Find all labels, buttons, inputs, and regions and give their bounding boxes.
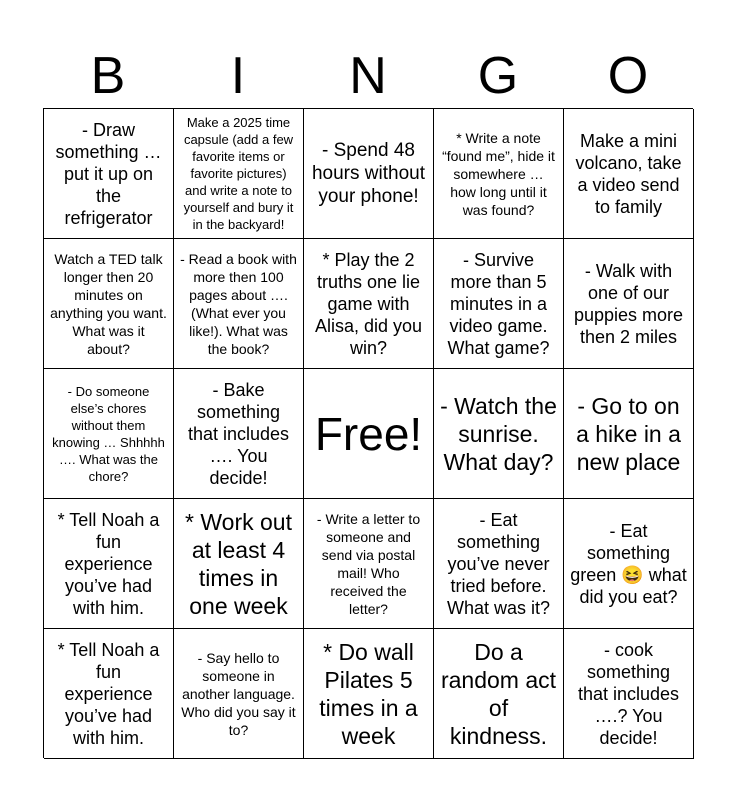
bingo-cell[interactable]: [304, 629, 434, 759]
bingo-cell[interactable]: [174, 109, 304, 239]
bingo-cell[interactable]: [564, 239, 694, 369]
bingo-header: [43, 48, 693, 104]
header-letter-i: I: [230, 47, 246, 105]
cell-text: * Tell Noah a fun experience you’ve had with him.: [57, 509, 160, 618]
cell-text: Make a 2025 time capsule (add a few favorite items or favorite pictures) and write a note to yourself and bury it in the backyard!: [183, 115, 294, 232]
bingo-cell[interactable]: [174, 239, 304, 369]
cell-text: * Do wall Pilates 5 times in a week: [319, 638, 418, 749]
bingo-cell[interactable]: [304, 109, 434, 239]
cell-text: - cook something that includes ….? You decide!: [577, 639, 680, 748]
cell-text: - Spend 48 hours without your phone!: [311, 140, 425, 207]
cell-text: * Tell Noah a fun experience you’ve had with him.: [57, 639, 160, 748]
bingo-cell[interactable]: [174, 499, 304, 629]
header-letter-b: B: [90, 47, 126, 105]
bingo-cell[interactable]: [434, 499, 564, 629]
bingo-cell[interactable]: [564, 499, 694, 629]
cell-text: Watch a TED talk longer then 20 minutes on anything you want. What was it about?: [50, 250, 167, 357]
cell-text: - Write a letter to someone and send via postal mail! Who received the letter?: [316, 510, 421, 617]
cell-text: - Draw something … put it up on the refrigerator: [55, 119, 162, 228]
free-space-cell[interactable]: [304, 369, 434, 499]
bingo-cell[interactable]: [44, 499, 174, 629]
cell-text: - Go to on a hike in a new place: [576, 392, 681, 475]
bingo-cell[interactable]: [564, 629, 694, 759]
bingo-cell[interactable]: [434, 239, 564, 369]
cell-text: - Eat something you’ve never tried before. What was it?: [446, 509, 551, 618]
bingo-board: [43, 108, 693, 758]
cell-text: - Survive more than 5 minutes in a video game. What game?: [447, 249, 550, 358]
cell-text: * Write a note “found me”, hide it somewhere … how long until it was found?: [442, 129, 555, 218]
header-letter-g: G: [477, 47, 519, 105]
cell-text: * Play the 2 truths one lie game with Alisa, did you win?: [314, 249, 423, 358]
cell-text: - Read a book with more then 100 pages about …. (What ever you like!). What was the book?: [180, 250, 297, 357]
bingo-cell[interactable]: [44, 369, 174, 499]
cell-text: - Do someone else’s chores without them knowing … Shhhhh …. What was the chore?: [52, 383, 165, 484]
cell-text: Make a mini volcano, take a video send to family: [575, 130, 682, 217]
cell-text: - Eat something green 😆 what did you eat?: [570, 520, 687, 607]
bingo-cell[interactable]: [564, 109, 694, 239]
cell-text: - Bake something that includes …. You decide!: [187, 379, 290, 488]
free-space-text: Free!: [314, 407, 423, 460]
bingo-cell[interactable]: [434, 109, 564, 239]
bingo-cell[interactable]: [44, 239, 174, 369]
bingo-cell[interactable]: [434, 629, 564, 759]
bingo-cell[interactable]: [174, 629, 304, 759]
cell-text: * Work out at least 4 times in one week: [185, 508, 292, 619]
bingo-cell[interactable]: [564, 369, 694, 499]
bingo-cell[interactable]: [44, 109, 174, 239]
bingo-cell[interactable]: [174, 369, 304, 499]
bingo-cell[interactable]: [434, 369, 564, 499]
bingo-cell[interactable]: [44, 629, 174, 759]
bingo-cell[interactable]: [304, 499, 434, 629]
header-letter-n: N: [349, 47, 387, 105]
cell-text: - Say hello to someone in another language. Who did you say it to?: [181, 649, 296, 738]
bingo-cell[interactable]: [304, 239, 434, 369]
cell-text: - Walk with one of our puppies more then 2 miles: [573, 260, 684, 347]
header-letter-o: O: [607, 47, 649, 105]
cell-text: Do a random act of kindness.: [440, 638, 557, 749]
cell-text: - Watch the sunrise. What day?: [440, 392, 557, 475]
